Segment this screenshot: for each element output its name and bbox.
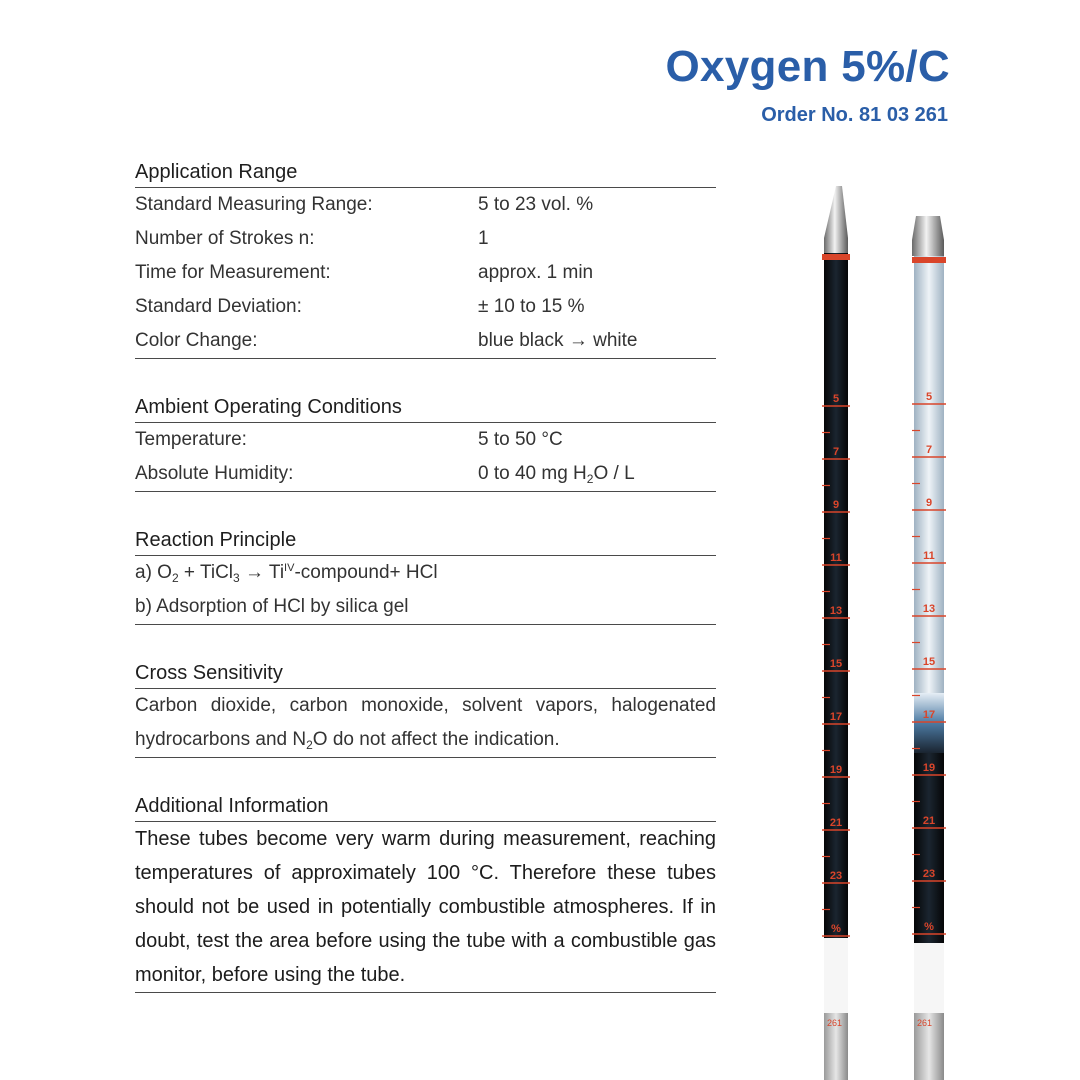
scale-label: 19 <box>922 762 936 774</box>
scale-label: % <box>924 921 934 933</box>
scale-label: 21 <box>922 815 936 827</box>
tube-tip <box>912 216 944 256</box>
row-label: Standard Measuring Range: <box>135 194 373 215</box>
scale-label: 9 <box>832 499 840 511</box>
application-range-section <box>135 158 716 359</box>
tube-print-label: 261 <box>827 1018 843 1028</box>
order-number: Order No. 81 03 261 <box>761 104 948 126</box>
row-label: Standard Deviation: <box>135 296 302 317</box>
row-value: 5 to 23 vol. % <box>478 194 594 215</box>
scale-label: 23 <box>829 870 843 882</box>
spec-content <box>135 158 716 1027</box>
table-row <box>135 290 716 324</box>
scale-label: 13 <box>829 605 843 617</box>
table-row <box>135 423 716 457</box>
additional-information-body <box>135 822 716 993</box>
section-heading: Application Range <box>135 158 716 188</box>
reaction-item: b) Adsorption of HCl by silica gel <box>135 596 409 617</box>
reaction-list <box>135 556 716 625</box>
tube-used <box>822 186 850 1080</box>
table-row <box>135 324 716 358</box>
scale-label: 17 <box>829 711 843 723</box>
reaction-item: a) $O_2$ + TiCl$_3$ → $Ti^{IV}-compound+$ HCl <box>135 562 438 585</box>
row-label: Number of Strokes n: <box>135 228 315 249</box>
section-heading: Reaction Principle <box>135 526 716 556</box>
tube-tip <box>824 186 848 253</box>
scale-label: 17 <box>922 709 936 721</box>
tube-dark-fill <box>824 253 848 953</box>
page-title: Oxygen 5%/C <box>665 42 950 91</box>
scale-label: 11 <box>830 552 842 564</box>
row-value: 0 to 40 mg $H_2O$ / L <box>478 463 635 486</box>
tube-reaction-zone <box>914 693 944 753</box>
section-heading: Cross Sensitivity <box>135 659 716 689</box>
tube-band <box>822 254 850 260</box>
scale-label: 7 <box>925 444 933 456</box>
scale-label: 15 <box>829 658 843 670</box>
detector-tubes-image <box>790 178 980 1080</box>
scale-label: 9 <box>925 497 933 509</box>
scale-label: 5 <box>925 391 933 403</box>
ambient-conditions-table <box>135 423 716 492</box>
scale-label: 15 <box>922 656 936 668</box>
table-row <box>135 188 716 222</box>
row-value: blue black → white <box>478 330 638 351</box>
tube-print-label: 261 <box>917 1018 933 1028</box>
scale-label: 11 <box>923 550 935 562</box>
row-label: Color Change: <box>135 330 258 351</box>
scale-label: 7 <box>832 446 840 458</box>
tube-white-fill <box>824 938 848 1013</box>
scale-label: 23 <box>922 868 936 880</box>
tube-light-fill <box>914 256 944 696</box>
row-value: 1 <box>478 228 489 249</box>
tube-band <box>912 257 946 263</box>
row-value: ± 10 to 15 % <box>478 296 585 317</box>
table-row <box>135 256 716 290</box>
scale-label: 21 <box>829 817 843 829</box>
row-label: Temperature: <box>135 429 247 450</box>
row-value: 5 to 50 °C <box>478 429 563 450</box>
scale-label: 5 <box>832 393 840 405</box>
detector-tubes-svg <box>790 178 980 1080</box>
application-range-table <box>135 188 716 359</box>
table-row <box>135 222 716 256</box>
scale-label: 13 <box>922 603 936 615</box>
additional-information-section <box>135 792 716 993</box>
tube-white-fill <box>914 943 944 1013</box>
additional-information-text: These tubes become very warm during measurement, reaching temperatures of approximately 100 °C. Therefore these tubes should not be used in potentially combustible atmospheres. If in doubt, test the area before using the tube with a combustible gas monitor, before using the tube. <box>135 828 716 986</box>
table-row <box>135 457 716 491</box>
cross-sensitivity-text: Carbon dioxide, carbon monoxide, solvent vapors, halogenated hydrocarbons and $N_2O$ do not affect the indication. <box>135 695 716 752</box>
scale-label: % <box>831 923 841 935</box>
row-label: Absolute Humidity: <box>135 463 294 484</box>
ambient-conditions-section <box>135 393 716 492</box>
section-heading: Additional Information <box>135 792 716 822</box>
tube-dark-fill <box>914 753 944 943</box>
cross-sensitivity-section <box>135 659 716 758</box>
scale-label: 19 <box>829 764 843 776</box>
reaction-principle-section <box>135 526 716 625</box>
section-heading: Ambient Operating Conditions <box>135 393 716 423</box>
row-value: approx. 1 min <box>478 262 594 283</box>
cross-sensitivity-body <box>135 689 716 758</box>
tube-unused <box>912 216 946 1080</box>
row-label: Time for Measurement: <box>135 262 331 283</box>
